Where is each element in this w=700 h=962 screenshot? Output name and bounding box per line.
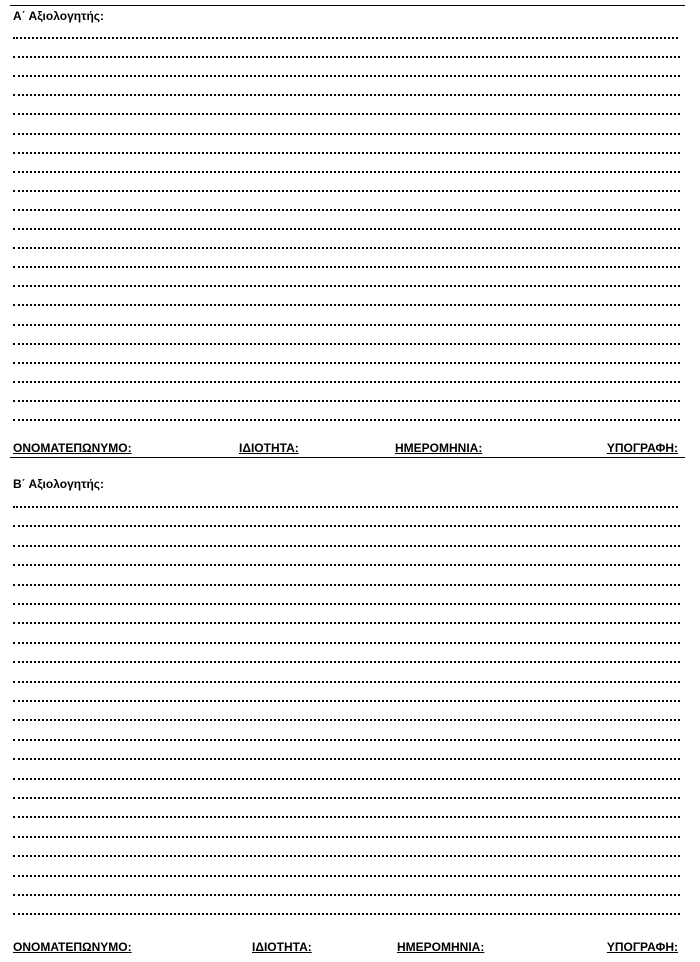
evaluator-a-dotted-line <box>13 94 680 96</box>
evaluator-b-role-label: ΙΔΙΟΤΗΤΑ: <box>252 940 312 954</box>
evaluator-b-dotted-line <box>13 758 680 760</box>
evaluator-b-dotted-line <box>13 739 680 741</box>
evaluator-a-dotted-line <box>13 113 680 115</box>
evaluator-b-dotted-line <box>13 913 680 915</box>
evaluator-b-dotted-line <box>13 894 680 896</box>
evaluator-b-dotted-line <box>13 622 680 624</box>
evaluator-b-dotted-line <box>13 584 680 586</box>
evaluator-b-dotted-line <box>13 797 680 799</box>
evaluator-a-signature-label: ΥΠΟΓΡΑΦΗ: <box>606 441 678 455</box>
evaluator-b-dotted-line <box>13 545 680 547</box>
evaluator-a-footer <box>13 441 678 455</box>
evaluator-a-dotted-line <box>13 56 680 58</box>
evaluator-a-dotted-line <box>13 381 680 383</box>
evaluator-a-dotted-line <box>13 133 680 135</box>
evaluator-a-dotted-line <box>13 324 680 326</box>
evaluator-a-dotted-line <box>13 400 680 402</box>
evaluator-b-signature-label: ΥΠΟΓΡΑΦΗ: <box>606 940 678 954</box>
evaluator-a-dotted-line <box>13 362 680 364</box>
evaluator-a-name-label: ΟΝΟΜΑΤΕΠΩΝΥΜΟ: <box>13 441 132 455</box>
evaluator-a-dotted-line <box>13 285 680 287</box>
evaluator-a-dotted-line <box>13 228 680 230</box>
evaluator-a-dotted-line <box>13 209 680 211</box>
evaluator-b-heading: Β΄ Αξιολογητής: <box>13 477 105 491</box>
evaluator-b-date-label: ΗΜΕΡΟΜΗΝΙΑ: <box>397 940 485 954</box>
top-border-line <box>10 5 685 6</box>
evaluator-a-dotted-line <box>13 419 680 421</box>
evaluator-b-dotted-line <box>13 661 680 663</box>
evaluator-b-dotted-line <box>13 875 680 877</box>
evaluator-b-dotted-line <box>13 816 680 818</box>
evaluator-a-dotted-line <box>13 343 680 345</box>
evaluator-a-heading: Α΄ Αξιολογητής: <box>13 9 105 23</box>
evaluator-b-dotted-line <box>13 642 680 644</box>
evaluator-b-dotted-line <box>13 855 680 857</box>
evaluator-b-dotted-line <box>13 506 678 508</box>
evaluator-b-dotted-line <box>13 525 680 527</box>
evaluator-a-dotted-line <box>13 171 680 173</box>
evaluator-b-footer <box>13 940 678 954</box>
evaluator-a-date-label: ΗΜΕΡΟΜΗΝΙΑ: <box>395 441 483 455</box>
evaluator-a-dotted-line <box>13 75 680 77</box>
evaluator-b-dotted-line <box>13 681 680 683</box>
evaluator-b-dotted-line <box>13 564 680 566</box>
section-divider-line <box>10 457 685 458</box>
evaluator-b-dotted-line <box>13 700 680 702</box>
evaluator-a-dotted-line <box>13 247 680 249</box>
evaluator-b-dotted-line <box>13 719 680 721</box>
evaluator-a-dotted-line <box>13 152 680 154</box>
evaluator-a-dotted-line <box>13 37 678 39</box>
evaluator-b-dotted-line <box>13 778 680 780</box>
evaluator-a-dotted-line <box>13 304 680 306</box>
evaluator-a-role-label: ΙΔΙΟΤΗΤΑ: <box>239 441 299 455</box>
evaluator-a-dotted-line <box>13 266 680 268</box>
evaluator-b-dotted-line <box>13 603 680 605</box>
evaluator-a-dotted-line <box>13 190 680 192</box>
evaluator-b-dotted-line <box>13 836 680 838</box>
evaluator-b-name-label: ΟΝΟΜΑΤΕΠΩΝΥΜΟ: <box>13 940 132 954</box>
